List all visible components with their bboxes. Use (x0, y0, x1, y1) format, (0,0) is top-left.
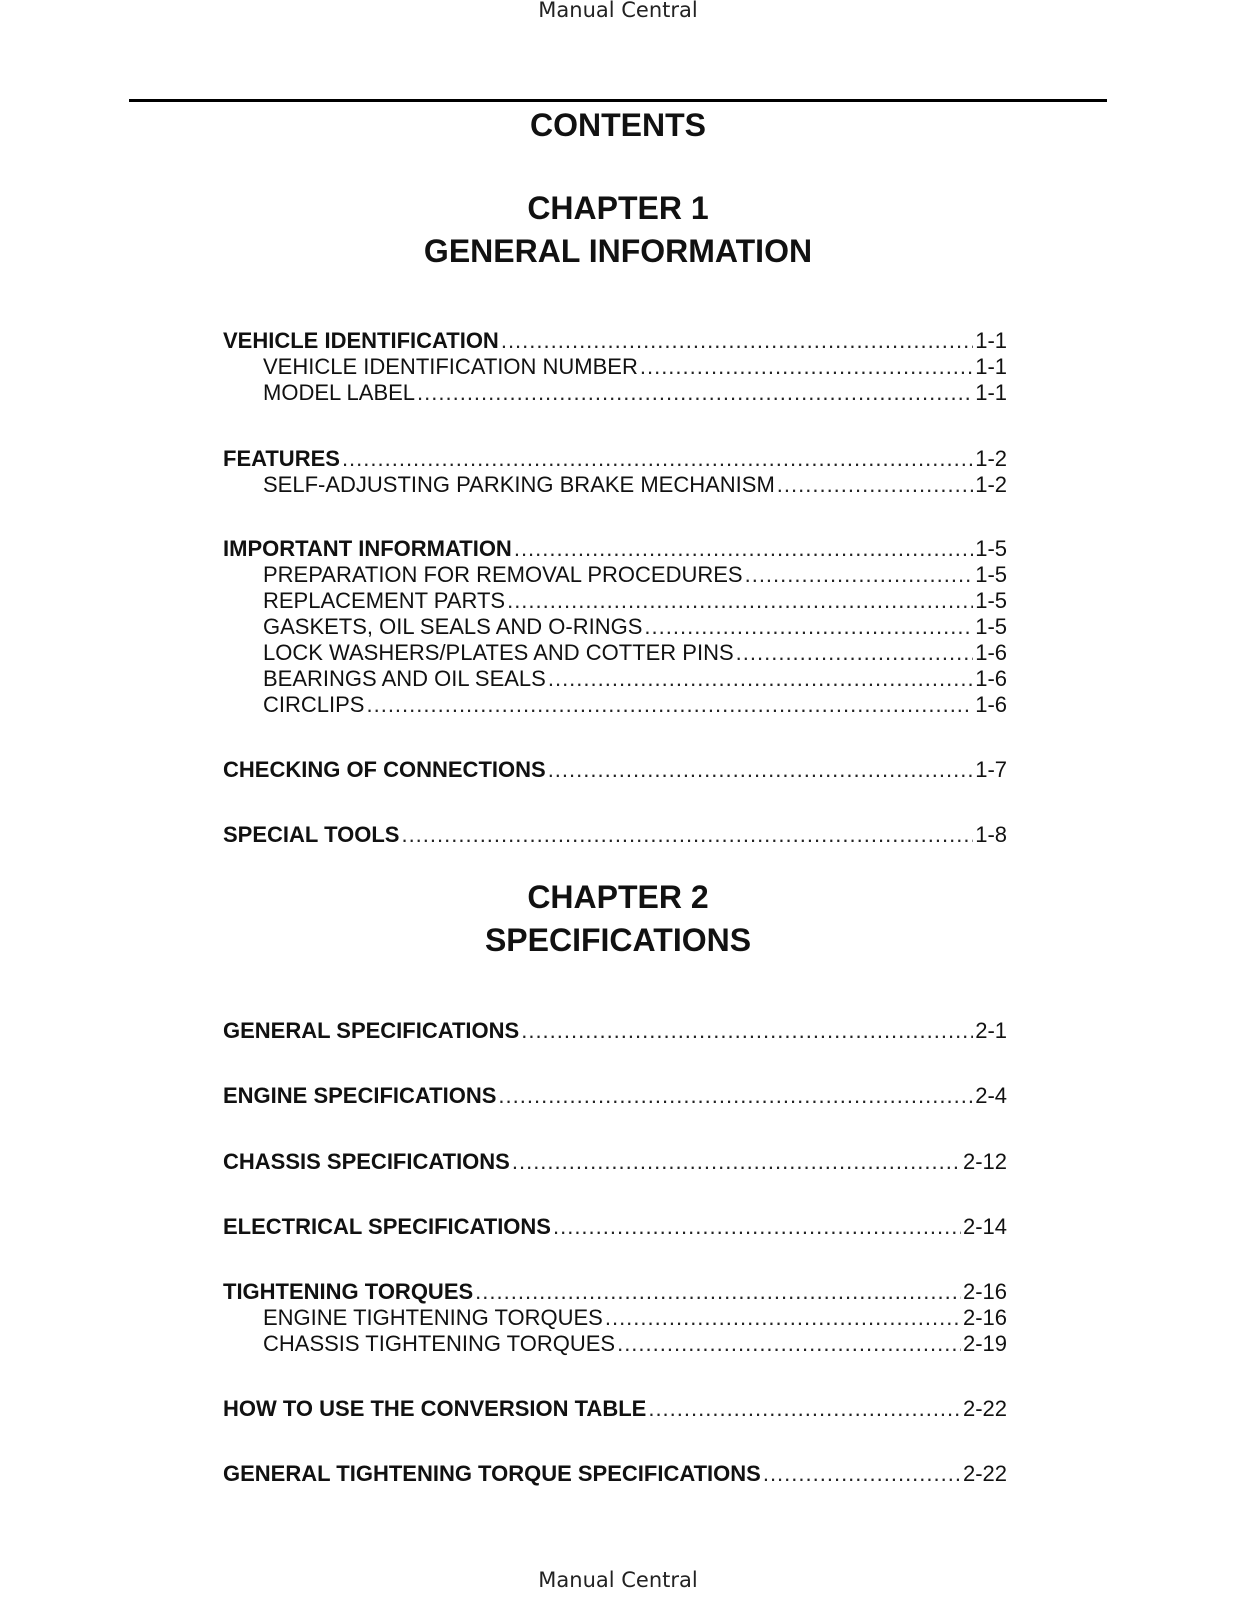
toc-entry-page: 1-5 (975, 588, 1007, 613)
toc-leader-dots (736, 640, 974, 666)
toc-entry-label: CHECKING OF CONNECTIONS (223, 757, 546, 782)
toc-entry-label: VEHICLE IDENTIFICATION (223, 328, 499, 353)
toc-entry-label: CIRCLIPS (263, 692, 365, 717)
toc-leader-dots (417, 380, 973, 406)
toc-entry[interactable] (263, 354, 1007, 380)
toc-entry-page: 2-14 (962, 1214, 1007, 1239)
toc-entry-label: ELECTRICAL SPECIFICATIONS (223, 1214, 551, 1239)
toc-entry[interactable] (223, 1279, 1007, 1305)
toc-entry[interactable] (223, 1083, 1007, 1109)
toc-entry-page: 1-1 (975, 328, 1007, 353)
toc-entry-label: CHASSIS TIGHTENING TORQUES (263, 1331, 616, 1356)
toc-entry[interactable] (263, 1331, 1007, 1357)
toc-entry[interactable] (263, 380, 1007, 406)
toc-entry-page: 2-22 (962, 1461, 1007, 1486)
toc-entry[interactable] (263, 614, 1007, 640)
toc-entry-label: REPLACEMENT PARTS (263, 588, 506, 613)
toc-entry-page: 1-2 (975, 446, 1007, 471)
header-rule (129, 99, 1107, 102)
toc-entry[interactable] (223, 1018, 1007, 1044)
toc-entry-label: SELF-ADJUSTING PARKING BRAKE MECHANISM (263, 472, 775, 497)
toc-leader-dots (475, 1279, 961, 1305)
toc-entry-label: VEHICLE IDENTIFICATION NUMBER (263, 354, 638, 379)
toc-entry-page: 1-7 (975, 757, 1007, 782)
toc-entry-page: 1-2 (975, 472, 1007, 497)
toc-entry[interactable] (223, 446, 1007, 472)
toc-leader-dots (644, 614, 973, 640)
toc-entry-page: 1-1 (975, 354, 1007, 379)
toc-leader-dots (514, 536, 973, 562)
toc-leader-dots (763, 1461, 961, 1487)
toc-leader-dots (342, 446, 973, 472)
toc-entry-label: FEATURES (223, 446, 340, 471)
toc-leader-dots (777, 472, 973, 498)
toc-leader-dots (648, 1396, 961, 1422)
toc-leader-dots (501, 328, 973, 354)
toc-entry[interactable] (223, 536, 1007, 562)
toc-leader-dots (366, 692, 973, 718)
toc-entry-label: IMPORTANT INFORMATION (223, 536, 512, 561)
toc-entry-label: MODEL LABEL (263, 380, 416, 405)
toc-entry[interactable] (263, 666, 1007, 692)
toc-leader-dots (548, 666, 973, 692)
toc-leader-dots (498, 1083, 973, 1109)
toc-entry-label: GASKETS, OIL SEALS AND O-RINGS (263, 614, 643, 639)
toc-entry[interactable] (263, 562, 1007, 588)
chapter-1-label: CHAPTER 1 (527, 190, 709, 226)
toc-entry-label: TIGHTENING TORQUES (223, 1279, 474, 1304)
contents-title: CONTENTS (530, 107, 706, 143)
toc-entry-label: ENGINE SPECIFICATIONS (223, 1083, 497, 1108)
toc-leader-dots (617, 1331, 961, 1357)
toc-entry-label: GENERAL SPECIFICATIONS (223, 1018, 520, 1043)
toc-entry[interactable] (263, 1305, 1007, 1331)
chapter-2-title: SPECIFICATIONS (484, 922, 752, 958)
page-header: Manual Central (538, 0, 698, 22)
toc-leader-dots (521, 1018, 973, 1044)
toc-entry[interactable] (263, 472, 1007, 498)
page-footer: Manual Central (538, 1568, 698, 1592)
toc-entry-page: 1-6 (975, 692, 1007, 717)
toc-entry-page: 1-5 (975, 562, 1007, 587)
toc-leader-dots (548, 757, 974, 783)
toc-entry-label: SPECIAL TOOLS (223, 822, 400, 847)
toc-leader-dots (507, 588, 973, 614)
toc-entry-page: 2-16 (962, 1305, 1007, 1330)
toc-leader-dots (401, 822, 973, 848)
toc-entry[interactable] (223, 1461, 1007, 1487)
toc-entry-page: 1-6 (975, 666, 1007, 691)
toc-entry-page: 2-19 (962, 1331, 1007, 1356)
toc-entry-label: CHASSIS SPECIFICATIONS (223, 1149, 510, 1174)
toc-entry[interactable] (223, 328, 1007, 354)
toc-leader-dots (745, 562, 974, 588)
toc-entry[interactable] (223, 1396, 1007, 1422)
toc-entry[interactable] (223, 1214, 1007, 1240)
toc-entry[interactable] (223, 757, 1007, 783)
toc-entry-label: HOW TO USE THE CONVERSION TABLE (223, 1396, 647, 1421)
toc-entry-page: 2-4 (975, 1083, 1007, 1108)
toc-entry[interactable] (263, 640, 1007, 666)
toc-entry[interactable] (223, 1149, 1007, 1175)
toc-entry-page: 2-1 (975, 1018, 1007, 1043)
toc-entry[interactable] (223, 822, 1007, 848)
toc-entry-page: 1-6 (975, 640, 1007, 665)
toc-entry-label: BEARINGS AND OIL SEALS (263, 666, 546, 691)
chapter-1-title: GENERAL INFORMATION (423, 233, 813, 269)
chapter-2-label: CHAPTER 2 (527, 879, 709, 915)
toc-leader-dots (512, 1149, 961, 1175)
toc-leader-dots (605, 1305, 961, 1331)
toc-entry-page: 1-5 (975, 536, 1007, 561)
toc-entry-page: 1-8 (975, 822, 1007, 847)
toc-entry[interactable] (263, 588, 1007, 614)
toc-entry-page: 2-16 (962, 1279, 1007, 1304)
toc-leader-dots (553, 1214, 961, 1240)
toc-entry-page: 1-5 (975, 614, 1007, 639)
toc-entry-label: PREPARATION FOR REMOVAL PROCEDURES (263, 562, 743, 587)
toc-entry-label: GENERAL TIGHTENING TORQUE SPECIFICATIONS (223, 1461, 761, 1486)
toc-entry-page: 1-1 (975, 380, 1007, 405)
toc-entry-page: 2-22 (962, 1396, 1007, 1421)
toc-entry-page: 2-12 (962, 1149, 1007, 1174)
toc-entry-label: ENGINE TIGHTENING TORQUES (263, 1305, 603, 1330)
toc-entry-label: LOCK WASHERS/PLATES AND COTTER PINS (263, 640, 734, 665)
toc-leader-dots (640, 354, 973, 380)
toc-entry[interactable] (263, 692, 1007, 718)
